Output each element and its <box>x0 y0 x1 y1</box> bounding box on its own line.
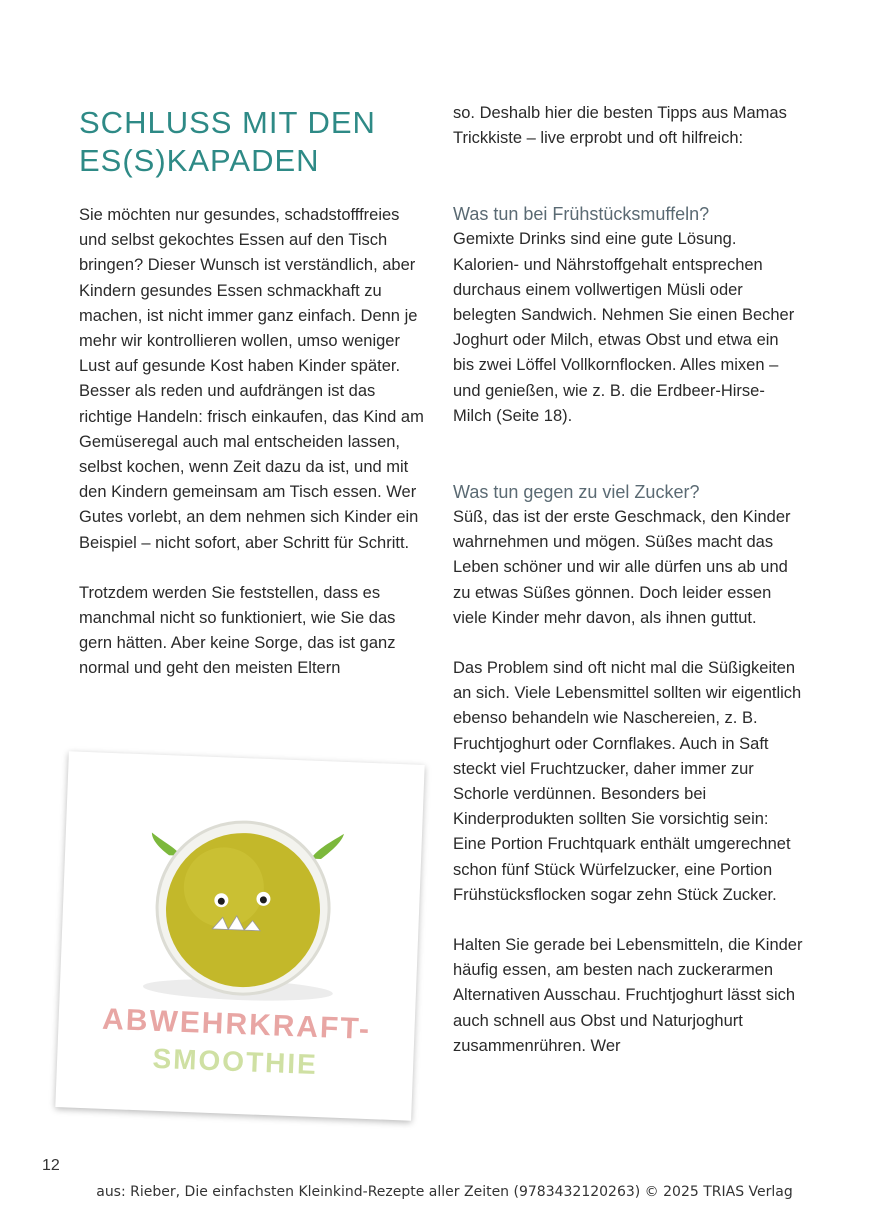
subheading-breakfast: Was tun bei Frühstücksmuffeln? <box>453 204 710 225</box>
right-horn-icon <box>311 833 344 860</box>
photo-label-line-2: SMOOTHIE <box>151 1042 319 1081</box>
smoothie-photo <box>55 751 424 1120</box>
sugar-paragraph-3: Halten Sie gerade bei Lebensmitteln, die Kinder häufig essen, am besten nach zuckerarmen Alternativen Ausschau. Fruchtjoghurt lässt sich auch schnell aus Obst und Naturjoghurt zusammenrühren. Wer <box>453 936 803 1055</box>
photo-label-line-1: ABWEHRKRAFT- <box>101 1002 372 1047</box>
subheading-sugar: Was tun gegen zu viel Zucker? <box>453 482 700 503</box>
second-paragraph: Trotzdem werden Sie feststellen, dass es manchmal nicht so funktioniert, wie Sie das gern hätten. Aber keine Sorge, das ist ganz normal und geht den meisten Eltern <box>79 583 396 678</box>
sugar-paragraph-2: Das Problem sind oft nicht mal die Süßigkeiten an sich. Viele Lebensmittel sollten wir eigentlich ebenso behandeln wie Naschereien, z. B. Fruchtjoghurt oder Cornflakes. Auch in Saft steckt viel Fruchtzucker, daher immer zur Schorle verdünnen. Besonders bei Kinderprodukten sollten Sie vorsichtig sein: Eine Portion Fruchtquark enthält umgerechnet schon fünf Stück Würfelzucker, eine Portion Frühstücksflocken sogar zehn Stück Zucker. <box>453 659 802 904</box>
breakfast-paragraph: Gemixte Drinks sind eine gute Lösung. Kalorien- und Nährstoffgehalt entsprechen durchaus einem vollwertigen Müsli oder belegten Sandwich. Nehmen Sie einen Becher Joghurt oder Milch, etwas Obst und etwa ein bis zwei Löffel Vollkornflocken. Alles mixen – und genießen, wie z. B. die Erdbeer-Hirse-Milch (Seite 18). <box>453 230 795 425</box>
page-number: 12 <box>42 1157 60 1174</box>
page-title <box>79 104 409 180</box>
sugar-paragraph-1: Süß, das ist der erste Geschmack, den Kinder wahrnehmen und mögen. Süßes macht das Leben schöner und wir alle dürfen uns ab und zu etwas Süßes gönnen. Doch leider essen viele Kinder mehr davon, als ihnen guttut. <box>453 508 791 627</box>
title-line-2: ES(S)KAPADEN <box>79 143 320 178</box>
left-column <box>79 203 424 682</box>
intro-paragraph: Sie möchten nur gesundes, schadstofffreies und selbst gekochtes Essen auf den Tisch bringen? Dieser Wunsch ist verständlich, aber Kindern gesundes Essen schmackhaft zu machen, ist nicht immer ganz einfach. Denn je mehr wir kontrollieren wollen, umso weniger Lust auf gesunde Kost haben Kinder später. Besser als reden und aufdrängen ist das richtige Handeln: frisch einkaufen, das Kind am Gemüseregal auch mal entscheiden lassen, selbst kochen, wenn Zeit dazu da ist, und mit den Kindern gemeinsam am Tisch essen. Wer Gutes vorlebt, an dem nehmen sich Kinder ein Beispiel – nicht sofort, aber Schritt für Schritt. <box>79 206 424 552</box>
footer-citation: aus: Rieber, Die einfachsten Kleinkind-Rezepte aller Zeiten (9783432120263) © 2025 TRIAS Verlag <box>96 1184 793 1200</box>
title-line-1: SCHLUSS MIT DEN <box>79 105 376 140</box>
right-column <box>453 101 803 1059</box>
continuation-paragraph: so. Deshalb hier die besten Tipps aus Mamas Trickkiste – live erprobt und oft hilfreich: <box>453 104 787 148</box>
